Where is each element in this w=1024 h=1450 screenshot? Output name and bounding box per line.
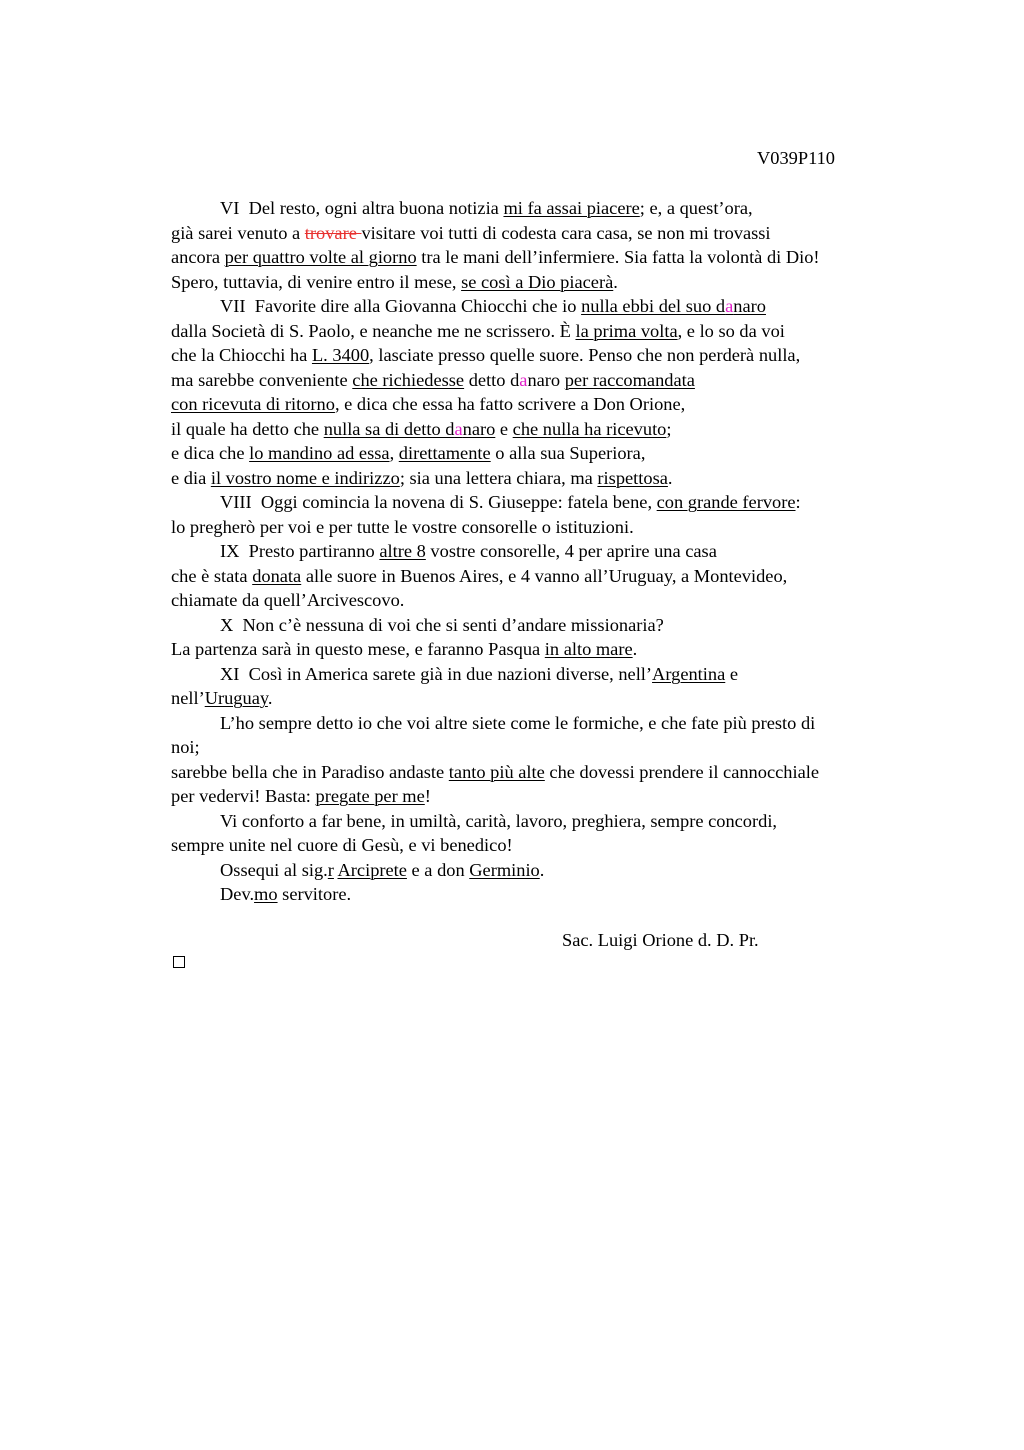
underlined-text: se così a Dio piacerà — [461, 271, 614, 292]
underlined-text: che richiedesse — [352, 369, 465, 390]
underlined-text: naro — [733, 296, 766, 316]
text-run: XI Così in America sarete già in due nazioni diverse, nell’ — [220, 663, 653, 684]
text-run: visitare voi tutti di codesta cara casa, se non mi trovassi — [361, 222, 771, 243]
text-run: , e lo so da voi — [677, 320, 785, 341]
underlined-text: lo mandino ad essa — [249, 443, 390, 463]
text-run: che la Chiocchi ha — [171, 345, 312, 365]
text-run: . — [613, 271, 618, 292]
signature: Sac. Luigi Orione d. D. Pr. — [562, 930, 759, 950]
text-run: detto d — [464, 369, 520, 390]
text-run: e dica che — [171, 443, 250, 463]
text-line — [171, 441, 911, 466]
text-line — [171, 686, 911, 711]
text-run: nell’ — [171, 688, 205, 708]
text-run: già sarei venuto a — [171, 222, 305, 243]
text-line — [171, 221, 911, 246]
text-line — [171, 637, 911, 662]
text-line — [171, 784, 911, 809]
text-run: naro — [527, 369, 565, 390]
text-line — [171, 735, 911, 760]
text-run: tra le mani dell’infermiere. Sia fatta la volontà di Dio! — [416, 247, 820, 267]
text-run: VII Favorite dire alla Giovanna Chiocchi che io — [220, 296, 582, 316]
text-run: ; sia una lettera chiara, ma — [399, 467, 598, 488]
underlined-text: tanto più alte — [448, 761, 545, 782]
underlined-text: mo — [254, 884, 278, 904]
text-run: . — [632, 639, 638, 659]
text-run: che dovessi prendere il cannocchiale — [544, 761, 820, 782]
text-line — [171, 392, 911, 417]
underlined-text: L. 3400 — [311, 345, 370, 365]
text-line — [171, 270, 911, 295]
text-line — [171, 882, 911, 907]
underlined-text: Germinio — [469, 859, 540, 880]
text-run: . — [267, 688, 273, 708]
text-line — [171, 466, 911, 491]
text-line — [171, 809, 911, 834]
text-run: e a don — [406, 859, 470, 880]
document-reference: V039P110 — [757, 148, 835, 168]
text-line — [171, 343, 911, 368]
text-run: . — [539, 859, 545, 880]
text-line — [171, 613, 911, 638]
text-run: sarebbe bella che in Paradiso andaste — [171, 761, 449, 782]
underlined-text: donata — [252, 565, 302, 586]
text-run: La partenza sarà in questo mese, e faranno Pasqua — [171, 639, 545, 659]
text-line — [171, 196, 911, 221]
text-line — [171, 833, 911, 858]
text-run: noi; — [171, 737, 200, 757]
text-run: : — [795, 492, 801, 512]
text-run: , lasciate presso quelle suore. Penso che non perderà nulla, — [369, 345, 801, 365]
text-run: , e dica che essa ha fatto scrivere a Don Orione, — [334, 394, 686, 414]
text-line — [171, 858, 911, 883]
underlined-text: la prima volta — [575, 320, 678, 341]
text-line — [171, 245, 911, 270]
highlighted-letter: a — [454, 418, 463, 439]
text-line — [171, 760, 911, 785]
underlined-text: per raccomandata — [564, 369, 695, 390]
text-run: Dev. — [220, 884, 255, 904]
underlined-text: in alto mare — [544, 639, 633, 659]
underlined-text: con grande fervore — [656, 492, 796, 512]
underlined-text: Arciprete — [337, 859, 407, 880]
underlined-text: mi fa assai piacere — [503, 198, 640, 218]
underlined-text: Uruguay — [204, 688, 268, 708]
letter-body — [171, 196, 911, 907]
text-line — [171, 515, 911, 540]
text-run: vostre consorelle, 4 per aprire una casa — [425, 541, 717, 561]
text-run: e — [725, 663, 739, 684]
underlined-text: rispettosa — [597, 467, 668, 488]
text-line — [171, 539, 911, 564]
text-line — [171, 588, 911, 613]
text-run: IX Presto partiranno — [220, 541, 380, 561]
text-line — [171, 711, 911, 736]
underlined-text: Argentina — [652, 663, 726, 684]
text-run: alle suore in Buenos Aires, e 4 vanno all’Uruguay, a Montevideo, — [301, 565, 788, 586]
underlined-text: che nulla ha ricevuto — [512, 418, 667, 439]
underlined-text: il vostro nome e indirizzo — [210, 467, 400, 488]
highlighted-letter: a — [725, 296, 734, 316]
text-run: ancora — [171, 247, 225, 267]
underlined-text: per quattro volte al giorno — [224, 247, 417, 267]
text-run: ma sarebbe conveniente — [171, 369, 353, 390]
underlined-text: direttamente — [398, 443, 491, 463]
text-run: VIII Oggi comincia la novena di S. Giuseppe: fatela bene, — [220, 492, 657, 512]
text-run: dalla Società di S. Paolo, e neanche me ne scrissero. È — [171, 320, 576, 341]
underlined-text: naro — [462, 418, 496, 439]
text-run: ; — [666, 418, 672, 439]
text-run: e — [495, 418, 513, 439]
text-run: o alla sua Superiora, — [490, 443, 646, 463]
underlined-text: con ricevuta di ritorno — [171, 394, 335, 414]
text-run: il quale ha detto che — [171, 418, 324, 439]
text-line — [171, 319, 911, 344]
highlighted-letter: a — [519, 369, 528, 390]
checkbox-square-icon — [173, 956, 185, 968]
text-run: L’ho sempre detto io che voi altre siete come le formiche, e che fate più presto di — [220, 712, 816, 733]
text-run: chiamate da quell’Arcivescovo. — [171, 590, 405, 610]
text-run: ; e, a quest’ora, — [639, 198, 753, 218]
text-line — [171, 662, 911, 687]
text-run: ! — [424, 786, 431, 806]
text-run: e dia — [171, 467, 211, 488]
text-run: Vi conforto a far bene, in umiltà, carità, lavoro, preghiera, sempre concordi, — [220, 810, 778, 831]
text-run: . — [667, 467, 673, 488]
text-run: lo pregherò per voi e per tutte le vostre consorelle o istituzioni. — [171, 516, 634, 537]
underlined-text: nulla ebbi del suo d — [581, 296, 726, 316]
text-line — [171, 294, 911, 319]
text-run: sempre unite nel cuore di Gesù, e vi benedico! — [171, 835, 513, 855]
underlined-text: altre 8 — [379, 541, 426, 561]
text-run: che è stata — [171, 565, 253, 586]
struck-text: trovare — [304, 222, 362, 243]
text-run: servitore. — [277, 884, 352, 904]
underlined-text: r — [327, 859, 334, 880]
text-run: VI Del resto, ogni altra buona notizia — [220, 198, 504, 218]
text-run: , — [389, 443, 399, 463]
text-line — [171, 564, 911, 589]
text-line — [171, 368, 911, 393]
text-line — [171, 417, 911, 442]
underlined-text: pregate per me — [315, 786, 425, 806]
text-run: Ossequi al sig. — [220, 859, 328, 880]
text-run: X Non c’è nessuna di voi che si senti d’andare missionaria? — [220, 614, 664, 635]
text-run: per vedervi! Basta: — [171, 786, 316, 806]
underlined-text: nulla sa di detto d — [323, 418, 455, 439]
text-run: Spero, tuttavia, di venire entro il mese, — [171, 271, 462, 292]
text-line — [171, 490, 911, 515]
